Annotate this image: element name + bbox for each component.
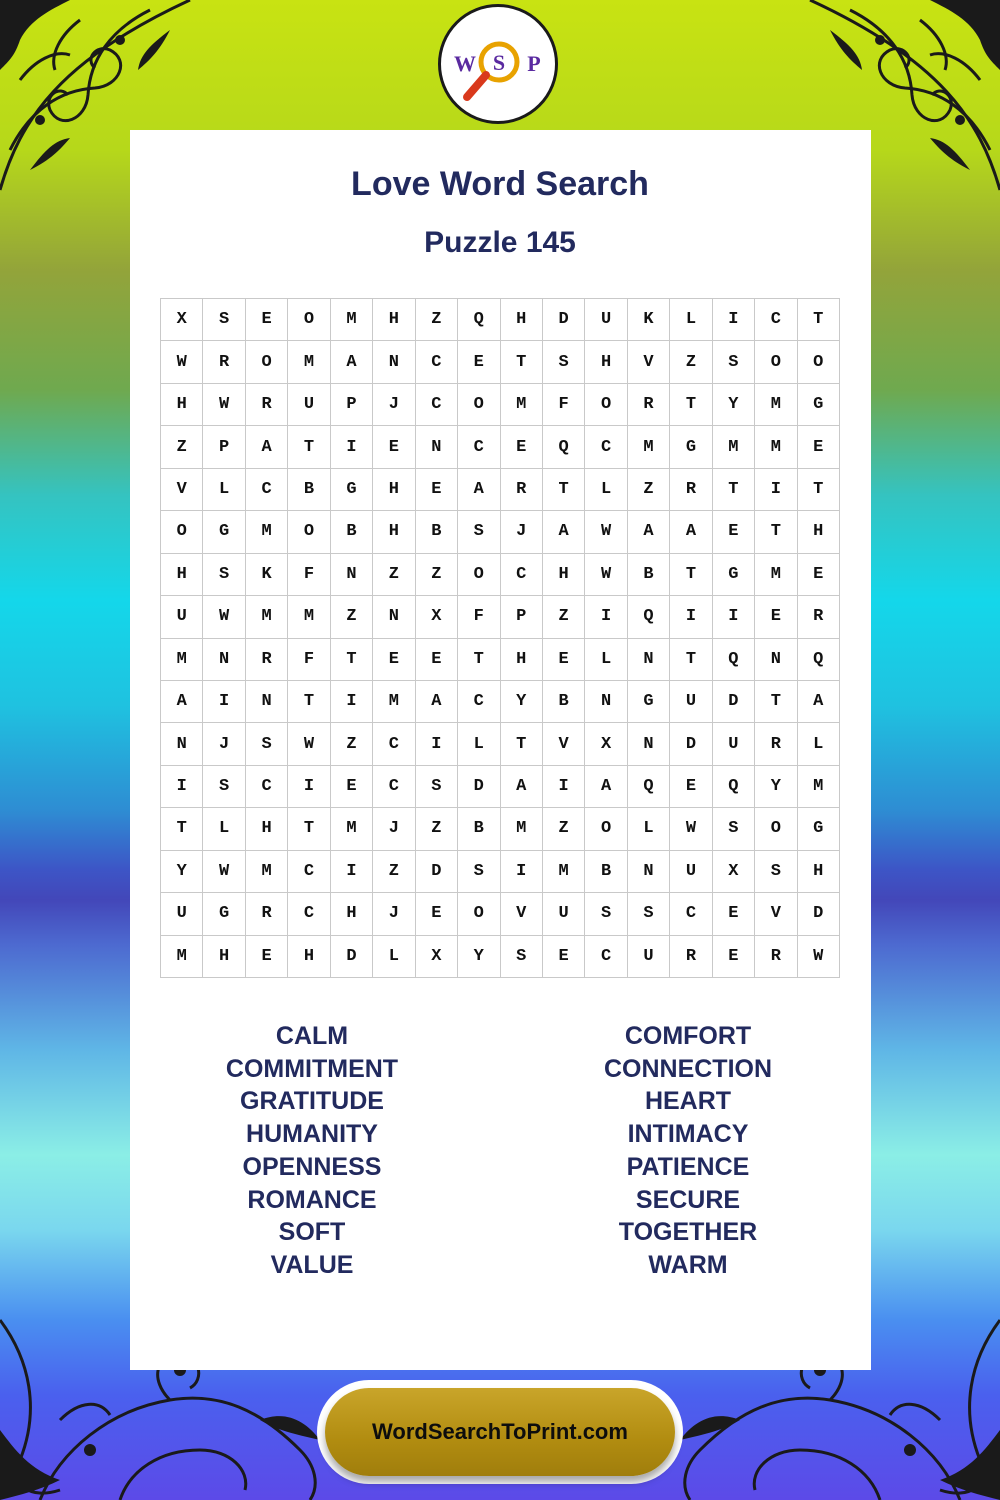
grid-cell[interactable]: M (713, 426, 755, 468)
grid-cell[interactable]: E (246, 299, 288, 341)
grid-cell[interactable]: M (246, 511, 288, 553)
grid-cell[interactable]: J (373, 384, 415, 426)
grid-cell[interactable]: B (458, 808, 500, 850)
grid-cell[interactable]: T (670, 384, 712, 426)
grid-cell[interactable]: E (798, 426, 840, 468)
grid-cell[interactable]: V (755, 893, 797, 935)
grid-cell[interactable]: B (543, 681, 585, 723)
grid-cell[interactable]: I (713, 299, 755, 341)
grid-cell[interactable]: C (246, 766, 288, 808)
grid-cell[interactable]: W (288, 723, 330, 765)
grid-cell[interactable]: N (628, 723, 670, 765)
word-item: CONNECTION (603, 1054, 773, 1083)
logo-letter-p: P (527, 51, 541, 76)
grid-cell[interactable]: R (203, 341, 245, 383)
grid-cell[interactable]: O (755, 808, 797, 850)
grid-cell[interactable]: M (288, 341, 330, 383)
grid-cell[interactable]: N (755, 639, 797, 681)
grid-cell[interactable]: C (416, 341, 458, 383)
grid-cell[interactable]: N (628, 851, 670, 893)
grid-cell[interactable]: M (501, 808, 543, 850)
grid-cell[interactable]: W (798, 936, 840, 978)
grid-cell[interactable]: Y (501, 681, 543, 723)
grid-cell[interactable]: H (331, 893, 373, 935)
grid-cell[interactable]: H (585, 341, 627, 383)
grid-cell[interactable]: F (288, 639, 330, 681)
letter-grid (160, 298, 840, 978)
word-item: CALM (275, 1022, 349, 1050)
grid-cell[interactable]: E (416, 469, 458, 511)
grid-cell[interactable]: A (670, 511, 712, 553)
grid-cell[interactable]: W (203, 596, 245, 638)
grid-cell[interactable]: L (585, 639, 627, 681)
grid-cell[interactable]: N (161, 723, 203, 765)
grid-cell[interactable]: T (331, 639, 373, 681)
grid-cell[interactable]: I (755, 469, 797, 511)
grid-cell[interactable]: O (755, 341, 797, 383)
grid-cell[interactable]: M (373, 681, 415, 723)
grid-cell[interactable]: S (713, 341, 755, 383)
grid-cell[interactable]: X (161, 299, 203, 341)
grid-cell[interactable]: M (501, 384, 543, 426)
grid-cell[interactable]: G (713, 554, 755, 596)
grid-cell[interactable]: E (331, 766, 373, 808)
grid-cell[interactable]: L (373, 936, 415, 978)
grid-cell[interactable]: A (585, 766, 627, 808)
grid-cell[interactable]: M (246, 596, 288, 638)
grid-cell[interactable]: R (246, 384, 288, 426)
grid-cell[interactable]: C (288, 851, 330, 893)
grid-cell[interactable]: K (246, 554, 288, 596)
grid-cell[interactable]: V (501, 893, 543, 935)
grid-cell[interactable]: L (458, 723, 500, 765)
grid-cell[interactable]: I (501, 851, 543, 893)
grid-cell[interactable]: T (798, 469, 840, 511)
grid-cell[interactable]: H (501, 639, 543, 681)
grid-cell[interactable]: L (203, 469, 245, 511)
grid-cell[interactable]: T (755, 511, 797, 553)
grid-cell[interactable]: L (203, 808, 245, 850)
word-item: WARM (648, 1250, 728, 1279)
grid-cell[interactable]: L (670, 299, 712, 341)
grid-cell[interactable]: A (458, 469, 500, 511)
grid-cell[interactable]: E (373, 639, 415, 681)
grid-cell[interactable]: S (628, 893, 670, 935)
grid-cell[interactable]: T (161, 808, 203, 850)
grid-cell[interactable]: S (755, 851, 797, 893)
grid-cell[interactable]: D (458, 766, 500, 808)
grid-cell[interactable]: G (203, 893, 245, 935)
word-item: INTIMACY (627, 1120, 749, 1149)
grid-cell[interactable]: U (670, 851, 712, 893)
grid-cell[interactable]: O (246, 341, 288, 383)
grid-cell[interactable]: B (628, 554, 670, 596)
grid-cell[interactable]: A (246, 426, 288, 468)
grid-cell[interactable]: C (288, 893, 330, 935)
grid-cell[interactable]: D (713, 681, 755, 723)
grid-cell[interactable]: Z (543, 596, 585, 638)
grid-cell[interactable]: C (458, 426, 500, 468)
grid-cell[interactable]: H (203, 936, 245, 978)
grid-cell[interactable]: S (203, 299, 245, 341)
grid-cell[interactable]: M (755, 554, 797, 596)
grid-cell[interactable]: S (501, 936, 543, 978)
grid-cell[interactable]: Y (161, 851, 203, 893)
wsp-logo[interactable] (438, 4, 558, 124)
grid-cell[interactable]: T (501, 723, 543, 765)
word-item: VALUE (270, 1250, 354, 1279)
grid-cell[interactable]: I (331, 851, 373, 893)
grid-cell[interactable]: Q (628, 596, 670, 638)
grid-cell[interactable]: M (161, 936, 203, 978)
grid-cell[interactable]: S (203, 554, 245, 596)
grid-cell[interactable]: W (161, 341, 203, 383)
grid-cell[interactable]: E (670, 766, 712, 808)
grid-cell[interactable]: C (416, 384, 458, 426)
grid-cell[interactable]: S (246, 723, 288, 765)
grid-cell[interactable]: L (798, 723, 840, 765)
grid-cell[interactable]: U (288, 384, 330, 426)
grid-cell[interactable]: X (713, 851, 755, 893)
grid-cell[interactable]: G (628, 681, 670, 723)
grid-cell[interactable]: P (203, 426, 245, 468)
grid-cell[interactable]: B (416, 511, 458, 553)
grid-cell[interactable]: Y (755, 766, 797, 808)
grid-cell[interactable]: U (628, 936, 670, 978)
grid-cell[interactable]: D (331, 936, 373, 978)
grid-cell[interactable]: T (501, 341, 543, 383)
grid-cell[interactable]: G (670, 426, 712, 468)
grid-cell[interactable]: H (373, 511, 415, 553)
grid-cell[interactable]: S (416, 766, 458, 808)
grid-cell[interactable]: Q (713, 766, 755, 808)
grid-cell[interactable]: K (628, 299, 670, 341)
grid-cell[interactable]: Z (416, 808, 458, 850)
grid-cell[interactable]: D (416, 851, 458, 893)
grid-cell[interactable]: Z (670, 341, 712, 383)
word-item: HUMANITY (246, 1120, 378, 1149)
grid-cell[interactable]: I (203, 681, 245, 723)
grid-cell[interactable]: T (288, 681, 330, 723)
grid-cell[interactable]: U (670, 681, 712, 723)
grid-cell[interactable]: Z (628, 469, 670, 511)
footer-badge (317, 1380, 683, 1484)
grid-cell[interactable]: W (203, 851, 245, 893)
puzzle-title: Love Word Search (351, 165, 649, 203)
grid-cell[interactable]: Q (543, 426, 585, 468)
grid-cell[interactable]: S (458, 511, 500, 553)
grid-cell[interactable]: O (288, 299, 330, 341)
grid-cell[interactable]: C (585, 936, 627, 978)
grid-cell[interactable]: C (373, 723, 415, 765)
grid-cell[interactable]: G (203, 511, 245, 553)
grid-cell[interactable]: L (628, 808, 670, 850)
grid-cell[interactable]: C (246, 469, 288, 511)
grid-cell[interactable]: T (288, 426, 330, 468)
grid-cell[interactable]: Y (713, 384, 755, 426)
grid-cell[interactable]: D (798, 893, 840, 935)
grid-cell[interactable]: E (246, 936, 288, 978)
grid-cell[interactable]: C (755, 299, 797, 341)
word-list-left (162, 1020, 462, 1282)
grid-cell[interactable]: M (246, 851, 288, 893)
grid-cell[interactable]: B (288, 469, 330, 511)
grid-cell[interactable]: N (628, 639, 670, 681)
grid-cell[interactable]: E (713, 511, 755, 553)
grid-cell[interactable]: O (585, 384, 627, 426)
grid-cell[interactable]: F (458, 596, 500, 638)
grid-cell[interactable]: T (798, 299, 840, 341)
magnifier-icon (441, 7, 555, 121)
grid-cell[interactable]: E (543, 639, 585, 681)
grid-cell[interactable]: X (416, 596, 458, 638)
grid-cell[interactable]: R (755, 723, 797, 765)
grid-cell[interactable]: N (203, 639, 245, 681)
grid-cell[interactable]: W (585, 511, 627, 553)
grid-cell[interactable]: M (161, 639, 203, 681)
grid-cell[interactable]: M (628, 426, 670, 468)
word-item: GRATITUDE (240, 1087, 384, 1116)
grid-cell[interactable]: N (585, 681, 627, 723)
grid-cell[interactable]: Q (798, 639, 840, 681)
grid-cell[interactable]: I (670, 596, 712, 638)
grid-cell[interactable]: E (501, 426, 543, 468)
grid-cell[interactable]: I (585, 596, 627, 638)
grid-cell[interactable]: A (416, 681, 458, 723)
grid-cell[interactable]: E (755, 596, 797, 638)
grid-cell[interactable]: R (246, 893, 288, 935)
word-item: HEART (644, 1087, 732, 1116)
word-item: COMMITMENT (225, 1054, 399, 1083)
grid-cell[interactable]: U (543, 893, 585, 935)
grid-cell[interactable]: C (458, 681, 500, 723)
grid-cell[interactable]: A (628, 511, 670, 553)
grid-cell[interactable]: M (755, 384, 797, 426)
grid-cell[interactable]: P (501, 596, 543, 638)
grid-cell[interactable]: O (798, 341, 840, 383)
grid-cell[interactable]: C (373, 766, 415, 808)
grid-cell[interactable]: O (161, 511, 203, 553)
grid-cell[interactable]: A (543, 511, 585, 553)
grid-cell[interactable]: A (161, 681, 203, 723)
grid-cell[interactable]: Z (373, 554, 415, 596)
grid-cell[interactable]: J (203, 723, 245, 765)
grid-cell[interactable]: H (161, 384, 203, 426)
grid-cell[interactable]: R (501, 469, 543, 511)
grid-cell[interactable]: D (670, 723, 712, 765)
word-item: OPENNESS (242, 1152, 382, 1181)
grid-cell[interactable]: R (628, 384, 670, 426)
grid-cell[interactable]: H (798, 851, 840, 893)
grid-cell[interactable]: E (373, 426, 415, 468)
grid-cell[interactable]: N (246, 681, 288, 723)
grid-cell[interactable]: G (798, 384, 840, 426)
word-item: ROMANCE (247, 1185, 377, 1214)
grid-cell[interactable]: O (585, 808, 627, 850)
grid-cell[interactable]: R (246, 639, 288, 681)
word-item: PATIENCE (626, 1152, 750, 1181)
grid-cell[interactable]: W (670, 808, 712, 850)
grid-cell[interactable]: T (713, 469, 755, 511)
grid-cell[interactable]: S (543, 341, 585, 383)
grid-cell[interactable]: T (755, 681, 797, 723)
grid-cell[interactable]: I (288, 766, 330, 808)
grid-cell[interactable]: A (798, 681, 840, 723)
grid-cell[interactable]: T (670, 639, 712, 681)
grid-cell[interactable]: N (373, 341, 415, 383)
grid-cell[interactable]: J (501, 511, 543, 553)
grid-cell[interactable]: S (458, 851, 500, 893)
grid-cell[interactable]: N (373, 596, 415, 638)
grid-cell[interactable]: S (203, 766, 245, 808)
word-item: SOFT (278, 1218, 346, 1247)
grid-cell[interactable]: M (798, 766, 840, 808)
grid-cell[interactable]: J (373, 893, 415, 935)
grid-cell[interactable]: U (585, 299, 627, 341)
grid-cell[interactable]: Q (628, 766, 670, 808)
grid-cell[interactable]: X (585, 723, 627, 765)
grid-cell[interactable]: T (288, 808, 330, 850)
grid-cell[interactable]: J (373, 808, 415, 850)
grid-cell[interactable]: O (458, 554, 500, 596)
grid-cell[interactable]: B (585, 851, 627, 893)
grid-cell[interactable]: N (416, 426, 458, 468)
grid-cell[interactable]: M (331, 299, 373, 341)
grid-cell[interactable]: Z (543, 808, 585, 850)
grid-cell[interactable]: Z (373, 851, 415, 893)
grid-cell[interactable]: E (713, 936, 755, 978)
grid-cell[interactable]: Z (161, 426, 203, 468)
grid-cell[interactable]: D (543, 299, 585, 341)
grid-cell[interactable]: Z (331, 723, 373, 765)
grid-cell[interactable]: C (585, 426, 627, 468)
grid-cell[interactable]: V (161, 469, 203, 511)
website-link[interactable]: WordSearchToPrint.com (325, 1388, 675, 1476)
grid-cell[interactable]: C (501, 554, 543, 596)
grid-cell[interactable]: Y (458, 936, 500, 978)
grid-cell[interactable]: B (331, 511, 373, 553)
grid-cell[interactable]: W (585, 554, 627, 596)
grid-cell[interactable]: U (161, 893, 203, 935)
word-item: SECURE (635, 1185, 741, 1214)
grid-cell[interactable]: E (543, 936, 585, 978)
grid-cell[interactable]: C (670, 893, 712, 935)
grid-cell[interactable]: U (713, 723, 755, 765)
grid-cell[interactable]: R (755, 936, 797, 978)
grid-cell[interactable]: G (331, 469, 373, 511)
grid-cell[interactable]: E (458, 341, 500, 383)
grid-cell[interactable]: N (331, 554, 373, 596)
grid-cell[interactable]: H (373, 299, 415, 341)
grid-cell[interactable]: M (331, 808, 373, 850)
grid-cell[interactable]: M (288, 596, 330, 638)
grid-cell[interactable]: T (543, 469, 585, 511)
grid-cell[interactable]: R (798, 596, 840, 638)
grid-cell[interactable]: H (373, 469, 415, 511)
grid-cell[interactable]: U (161, 596, 203, 638)
logo-letter-s: S (492, 50, 506, 75)
grid-cell[interactable]: P (331, 384, 373, 426)
grid-cell[interactable]: Z (416, 299, 458, 341)
puzzle-number: Puzzle 145 (424, 226, 576, 259)
grid-cell[interactable]: M (755, 426, 797, 468)
grid-cell[interactable]: O (458, 893, 500, 935)
grid-cell[interactable]: G (798, 808, 840, 850)
grid-cell[interactable]: I (161, 766, 203, 808)
grid-cell[interactable]: R (670, 936, 712, 978)
grid-cell[interactable]: E (416, 639, 458, 681)
grid-cell[interactable]: H (543, 554, 585, 596)
grid-cell[interactable]: T (670, 554, 712, 596)
grid-cell[interactable]: A (501, 766, 543, 808)
grid-cell[interactable]: I (713, 596, 755, 638)
grid-cell[interactable]: Q (458, 299, 500, 341)
grid-cell[interactable]: O (288, 511, 330, 553)
logo-letter-w: W (454, 51, 476, 76)
grid-cell[interactable]: M (543, 851, 585, 893)
grid-cell[interactable]: I (543, 766, 585, 808)
grid-cell[interactable]: X (416, 936, 458, 978)
grid-cell[interactable]: E (713, 893, 755, 935)
grid-cell[interactable]: S (585, 893, 627, 935)
grid-cell[interactable]: W (203, 384, 245, 426)
grid-cell[interactable]: Z (331, 596, 373, 638)
word-item: TOGETHER (618, 1218, 758, 1247)
grid-cell[interactable]: F (288, 554, 330, 596)
grid-cell[interactable]: R (670, 469, 712, 511)
grid-cell[interactable]: H (161, 554, 203, 596)
word-item: COMFORT (624, 1022, 752, 1050)
grid-cell[interactable]: Q (713, 639, 755, 681)
grid-cell[interactable]: E (798, 554, 840, 596)
grid-cell[interactable]: S (713, 808, 755, 850)
grid-cell[interactable]: I (331, 426, 373, 468)
grid-cell[interactable]: V (543, 723, 585, 765)
grid-cell[interactable]: F (543, 384, 585, 426)
grid-cell[interactable]: I (416, 723, 458, 765)
grid-cell[interactable]: H (246, 808, 288, 850)
word-list-right (538, 1020, 838, 1282)
grid-cell[interactable]: H (798, 511, 840, 553)
grid-cell[interactable]: A (331, 341, 373, 383)
grid-cell[interactable]: I (331, 681, 373, 723)
grid-cell[interactable]: L (585, 469, 627, 511)
grid-cell[interactable]: T (458, 639, 500, 681)
grid-cell[interactable]: E (416, 893, 458, 935)
grid-cell[interactable]: H (288, 936, 330, 978)
grid-cell[interactable]: V (628, 341, 670, 383)
grid-cell[interactable]: Z (416, 554, 458, 596)
grid-cell[interactable]: H (501, 299, 543, 341)
grid-cell[interactable]: O (458, 384, 500, 426)
